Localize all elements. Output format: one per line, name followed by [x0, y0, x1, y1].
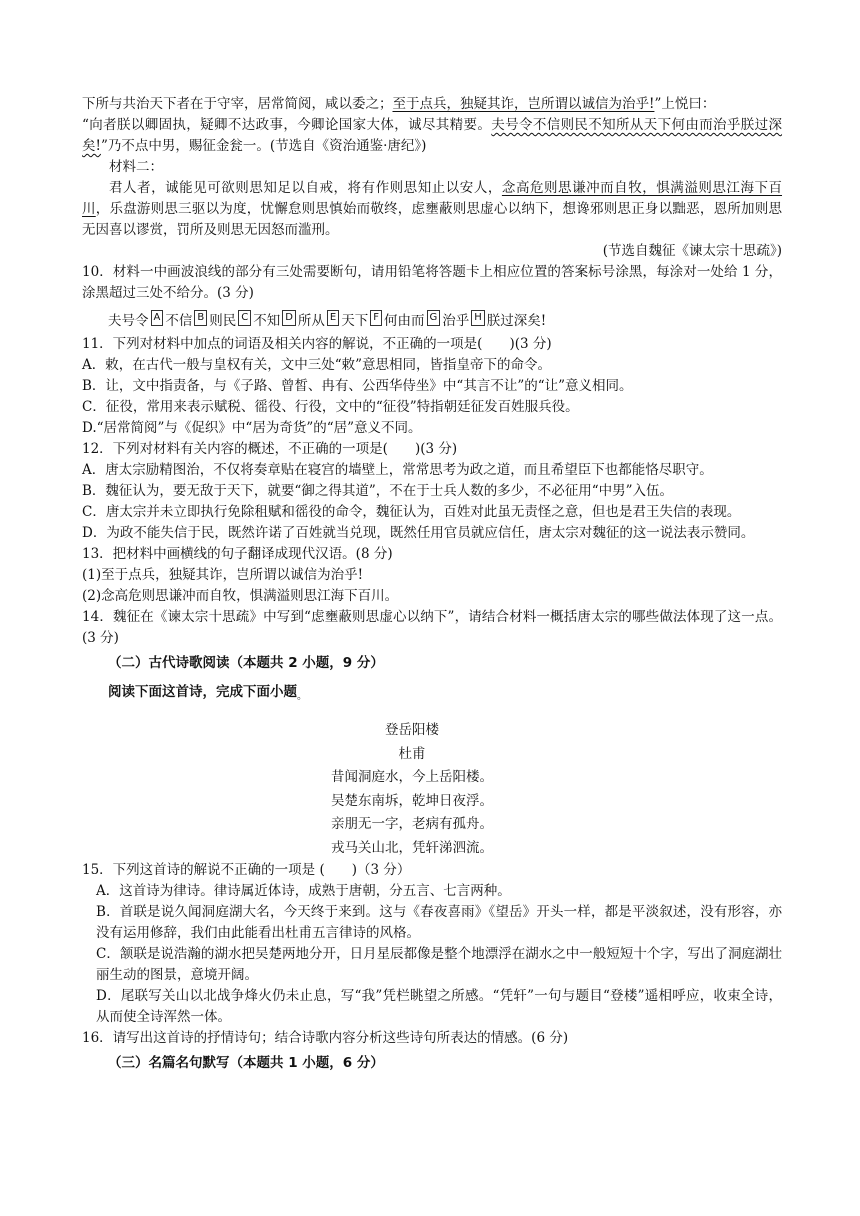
q12-option-a: A．唐太宗励精图治，不仅将奏章贴在寝宫的墙壁上，常常思考为政之道，而且希望臣下也都能恪尽职守。	[82, 462, 713, 478]
poem-line-4: 戎马关山北，凭轩涕泗流。	[331, 839, 493, 856]
material1-paragraph	[82, 94, 782, 157]
poem-line-1: 昔闻洞庭水，今上岳阳楼。	[331, 769, 493, 785]
answer-box-d[interactable]: D	[282, 310, 296, 326]
q11-option-c: C．征役，常用来表示赋税、徭役、行役，文中的“征役”特指朝廷征发百姓服兵役。	[82, 399, 579, 415]
question-10: 10．材料一中画波浪线的部分有三处需要断句，请用铅笔将答题卡上相应位置的答案标号涂黑，每涂对一处给 1 分，涂黑超过三处不给分。(3 分)	[82, 264, 782, 301]
poem-author: 杜甫	[398, 745, 426, 762]
q15-option-d: D．尾联写关山以北战争烽火仍未止息，写“我”凭栏眺望之所感。“凭轩”一句与题目“登楼”遥相呼应，收束全诗，从而使全诗浑然一体。	[96, 988, 782, 1025]
segment: 朕过深矣!	[486, 313, 547, 329]
poem-line-3: 亲朋无一字，老病有孤舟。	[331, 816, 493, 832]
answer-box-e[interactable]: E	[327, 310, 339, 326]
q12-option-d: D．为政不能失信于民，既然许诺了百姓就当兑现，既然任用官员就应信任，唐太宗对魏征的这一说法表示赞同。	[82, 525, 755, 541]
answer-box-f[interactable]: F	[370, 310, 382, 326]
segment: 所从	[297, 313, 325, 329]
text: ”乃不点中男，赐征金瓮一。(节选自《资治通鉴·唐纪》)	[100, 138, 427, 154]
section-2-title: （二）古代诗歌阅读（本题共 2 小题，9 分）	[108, 655, 384, 671]
segment: 不知	[253, 313, 281, 329]
q13-item-2: (2)念高危则思谦冲而自牧，惧满溢则思江海下百川。	[82, 588, 399, 604]
q11-option-a: A．敕，在古代一般与皇权有关，文中三处“敕”意思相同，皆指皇帝下的命令。	[82, 357, 552, 373]
segment: 则民	[209, 313, 237, 329]
question-15-stem: 15．下列这首诗的解说不正确的一项是 ( )（3 分）	[82, 862, 411, 878]
q12-option-b: B．魏征认为，要无敌于天下，就要“御之得其道”，不在于士兵人数的多少，不必征用“中男”入伍。	[82, 483, 674, 499]
answer-box-a[interactable]: A	[151, 310, 164, 326]
poem-title: 登岳阳楼	[385, 722, 439, 738]
text: 君人者，诚能见可欲则思知足以自戒，将有作则思知止以安人，	[109, 180, 502, 196]
underlined-sentence-2: 念高危则思谦冲而自牧，惧满溢则思江海下百川	[82, 180, 783, 217]
q15-option-b: B．首联是说久闻洞庭湖大名，今天终于来到。这与《春夜喜雨》《望岳》开头一样，都是平淡叙述，没有形容，亦没有运用修辞，我们由此能看出杜甫五言律诗的风格。	[96, 904, 782, 941]
answer-box-g[interactable]: G	[427, 310, 441, 326]
section-3-title: （三）名篇名句默写（本题共 1 小题，6 分）	[108, 1055, 384, 1071]
text: ，乐盘游则思三驱以为度，忧懈怠则思慎始而敬终，虑壅蔽则思虚心以纳下，想谗邪则思正身以黜恶，恩所加则思无因喜以谬赏，罚所及则思无因怒而滥刑。	[82, 201, 783, 238]
question-13-stem: 13．把材料中画横线的句子翻译成现代汉语。(8 分)	[82, 546, 393, 562]
segment: 天下	[341, 313, 369, 329]
intro-period: 。	[297, 691, 307, 702]
underlined-sentence-1: 至于点兵，独疑其诈，岂所谓以诚信为治乎!	[392, 96, 655, 112]
poem-line-2: 吴楚东南坼，乾坤日夜浮。	[331, 792, 493, 809]
question-14: 14．魏征在《谏太宗十思疏》中写到“虑壅蔽则思虚心以纳下”，请结合材料一概括唐太宗的哪些做法体现了这一点。(3 分)	[82, 609, 782, 646]
q11-option-d: D.“居常简阅”与《促织》中“居为奇货”的“居”意义不同。	[82, 420, 422, 436]
exam-page	[82, 94, 782, 1082]
segment: 治乎	[442, 313, 470, 329]
text: “向者朕以卿固执，疑卿不达政事，今卿论国家大体，诚尽其精要。	[82, 117, 492, 133]
answer-box-c[interactable]: C	[238, 310, 251, 326]
answer-box-b[interactable]: B	[194, 310, 207, 326]
text: 下所与共治天下者在于守宰，居常简阅，咸以委之；	[82, 96, 393, 112]
question-16: 16．请写出这首诗的抒情诗句；结合诗歌内容分析这些诗句所表达的情感。(6 分)	[82, 1030, 569, 1046]
q13-item-1: (1)至于点兵，独疑其诈，岂所谓以诚信为治乎!	[82, 567, 364, 583]
segment: 夫号令	[108, 313, 149, 329]
q15-option-c: C．颔联是说浩瀚的湖水把吴楚两地分开，日月星辰都像是整个地漂浮在湖水之中一般短短十个字，写出了洞庭湖壮丽生动的图景，意境开阔。	[96, 946, 782, 983]
question-12-stem: 12．下列对材料有关内容的概述，不正确的一项是( )(3 分)	[82, 441, 458, 457]
wavy-underlined-sentence: 夫号令不信则民不知所从天下何由而治乎朕过深矣!	[82, 117, 783, 154]
q11-option-b: B．让，文中指责备，与《子路、曾皙、冉有、公西华侍坐》中“其言不让”的“让”意义相同。	[82, 378, 633, 394]
material2-label: 材料二：	[109, 159, 163, 175]
material2-source: (节选自魏征《谏太宗十思疏》)	[602, 243, 782, 259]
poem	[42, 719, 782, 860]
segment: 不信	[165, 313, 193, 329]
poem-intro	[108, 682, 782, 707]
question-11-stem: 11．下列对材料中加点的词语及相关内容的解说，不正确的一项是( )(3 分)	[82, 336, 552, 352]
intro-text: 阅读下面这首诗，完成下面小题	[108, 684, 297, 700]
q15-option-a: A．这首诗为律诗。律诗属近体诗，成熟于唐朝，分五言、七言两种。	[96, 883, 511, 899]
q10-answer-boxes	[82, 310, 782, 332]
text: ”上悦曰：	[654, 96, 716, 112]
q12-option-c: C．唐太宗并未立即执行免除租赋和徭役的命令，魏征认为，百姓对此虽无责怪之意，但也是君王失信的表现。	[82, 504, 741, 520]
segment: 何由而	[384, 313, 425, 329]
answer-box-h[interactable]: H	[471, 310, 485, 326]
material2-paragraph	[82, 178, 782, 241]
